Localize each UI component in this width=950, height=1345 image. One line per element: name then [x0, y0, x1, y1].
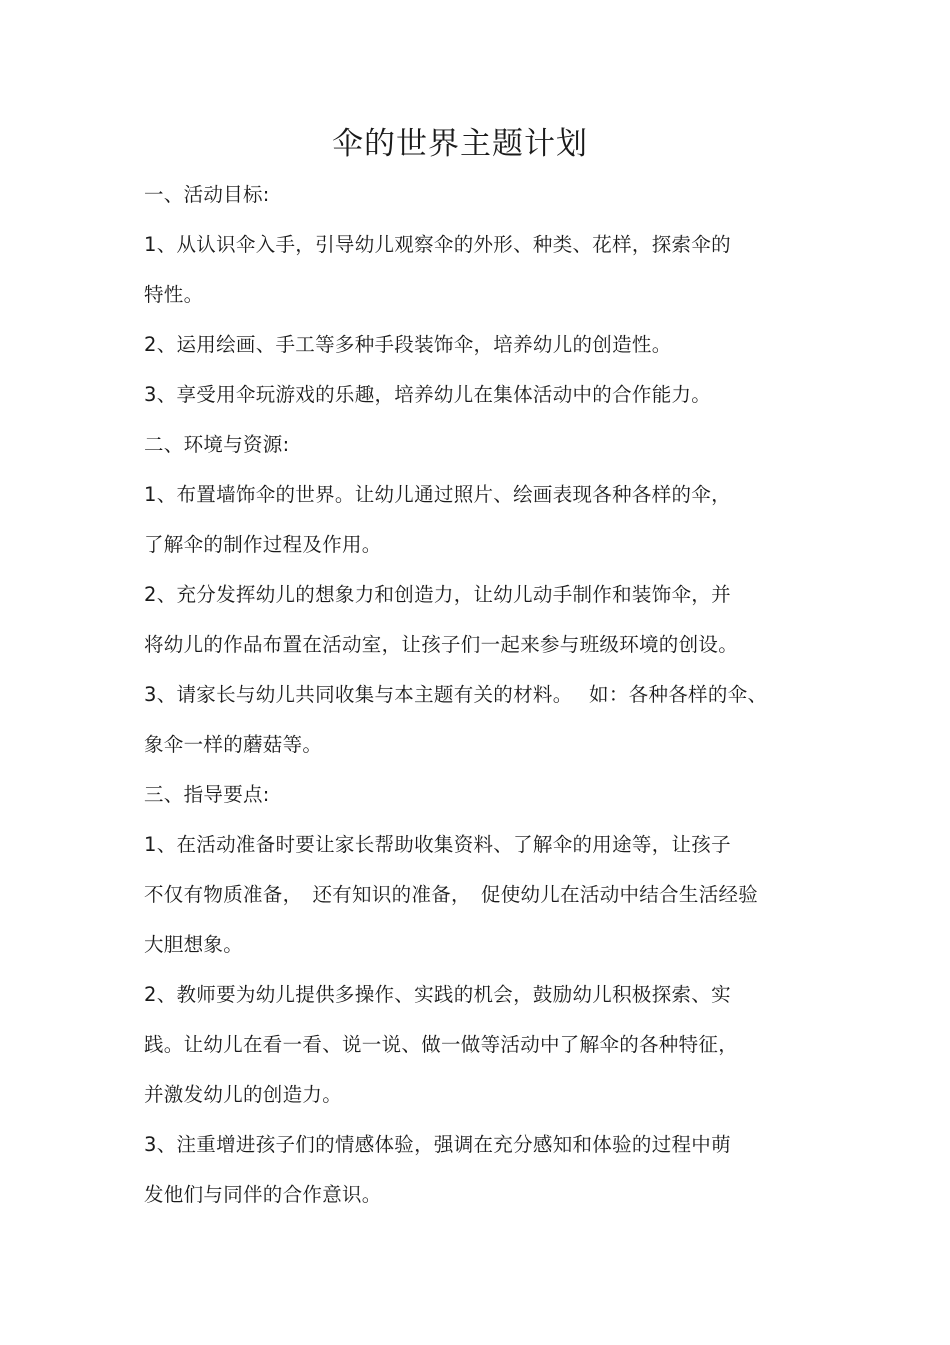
paragraph-line: 并激发幼儿的创造力。: [144, 1083, 343, 1106]
paragraph-line: 1、布置墙饰伞的世界。让幼儿通过照片、绘画表现各种各样的伞，: [144, 483, 731, 506]
paragraph-line: 发他们与同伴的合作意识。: [144, 1183, 382, 1206]
paragraph-line: 2、运用绘画、手工等多种手段装饰伞，培养幼儿的创造性。: [144, 333, 672, 356]
section-heading-environment: 二、环境与资源:: [144, 433, 290, 456]
paragraph-line: 2、教师要为幼儿提供多操作、实践的机会，鼓励幼儿积极探索、实: [144, 983, 731, 1006]
document-body: [144, 170, 804, 1220]
paragraph-line: 特性。: [144, 283, 204, 306]
section-heading-goals: 一、活动目标:: [144, 183, 270, 206]
paragraph-line: 践。让幼儿在看一看、说一说、做一做等活动中了解伞的各种特征，: [144, 1033, 739, 1056]
paragraph-line: 2、充分发挥幼儿的想象力和创造力，让幼儿动手制作和装饰伞，并: [144, 583, 731, 606]
paragraph-line: 不仅有物质准备， 还有知识的准备， 促使幼儿在活动中结合生活经验: [144, 883, 759, 906]
paragraph-line: 大胆想象。: [144, 933, 244, 956]
paragraph-line: 1、从认识伞入手，引导幼儿观察伞的外形、种类、花样，探索伞的: [144, 233, 731, 256]
paragraph-line: 象伞一样的蘑菇等。: [144, 733, 323, 756]
paragraph-line: 3、享受用伞玩游戏的乐趣，培养幼儿在集体活动中的合作能力。: [144, 383, 712, 406]
document-title: 伞的世界主题计划: [332, 126, 588, 162]
paragraph-line: 1、在活动准备时要让家长帮助收集资料、了解伞的用途等，让孩子: [144, 833, 731, 856]
paragraph-line: 了解伞的制作过程及作用。: [144, 533, 382, 556]
section-heading-guidance: 三、指导要点:: [144, 783, 270, 806]
paragraph-line: 3、请家长与幼儿共同收集与本主题有关的材料。 如：各种各样的伞、: [144, 683, 768, 706]
paragraph-line: 3、注重增进孩子们的情感体验，强调在充分感知和体验的过程中萌: [144, 1133, 731, 1156]
paragraph-line: 将幼儿的作品布置在活动室，让孩子们一起来参与班级环境的创设。: [144, 633, 739, 656]
